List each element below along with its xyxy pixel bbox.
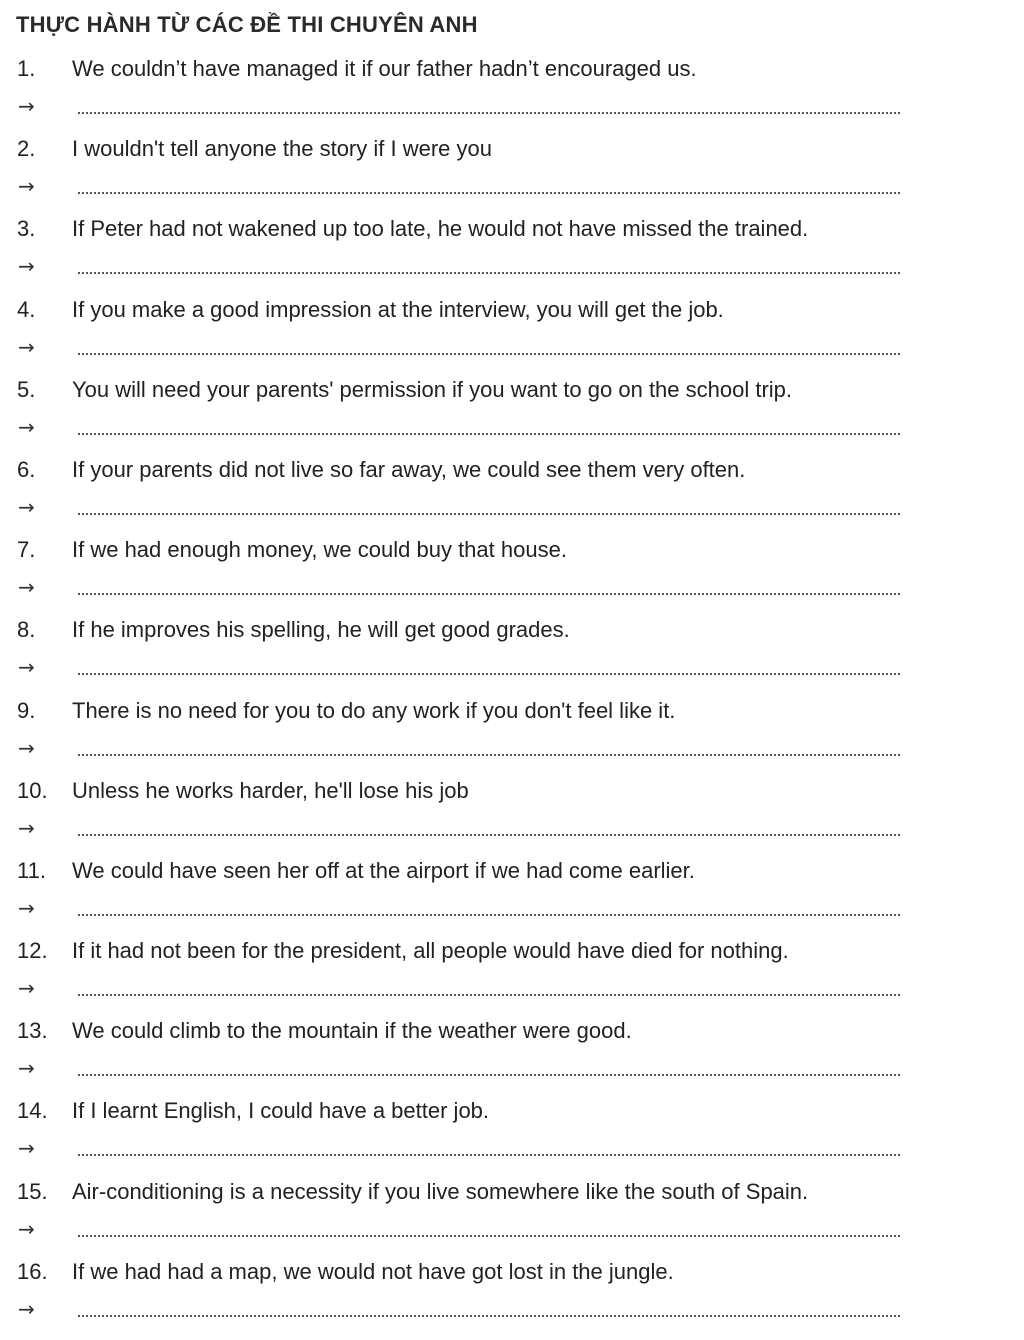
arrow-icon: → [18, 895, 35, 920]
exercise-sentence: Unless he works harder, he'll lose his job [72, 777, 469, 803]
arrow-icon: → [18, 1136, 35, 1161]
exercise-sentence: If it had not been for the president, all people would have died for nothing. [72, 938, 789, 964]
answer-line[interactable] [78, 754, 900, 756]
exercise-sentence: I wouldn't tell anyone the story if I were you [72, 136, 492, 162]
answer-line[interactable] [78, 272, 900, 274]
exercise-item [0, 293, 1024, 373]
exercise-list [0, 52, 1024, 1335]
exercise-number: 4. [17, 296, 36, 322]
arrow-icon: → [18, 575, 35, 600]
exercise-sentence: If he improves his spelling, he will get good grades. [72, 617, 570, 643]
exercise-number: 8. [17, 617, 36, 643]
exercise-item [0, 52, 1024, 132]
answer-line[interactable] [78, 433, 900, 435]
worksheet-title: THỰC HÀNH TỪ CÁC ĐỀ THI CHUYÊN ANH [16, 12, 478, 37]
exercise-sentence: If your parents did not live so far away, we could see them very often. [72, 456, 746, 482]
exercise-sentence: You will need your parents' permission if you want to go on the school trip. [72, 376, 793, 402]
exercise-sentence: If I learnt English, I could have a better job. [72, 1098, 490, 1124]
arrow-icon: → [18, 254, 35, 279]
arrow-icon: → [18, 735, 35, 760]
answer-line[interactable] [78, 914, 900, 916]
arrow-icon: → [18, 174, 35, 199]
exercise-sentence: There is no need for you to do any work if you don't feel like it. [72, 697, 676, 723]
exercise-item [0, 132, 1024, 212]
arrow-icon: → [18, 655, 35, 680]
arrow-icon: → [18, 94, 35, 118]
answer-line[interactable] [78, 834, 900, 836]
answer-line[interactable] [78, 1074, 900, 1076]
exercise-sentence: We couldn’t have managed it if our father hadn’t encouraged us. [72, 56, 697, 81]
exercise-item [0, 373, 1024, 453]
exercise-number: 14. [17, 1098, 48, 1124]
exercise-item [0, 1175, 1024, 1255]
exercise-item [0, 694, 1024, 774]
answer-line[interactable] [78, 1315, 900, 1317]
answer-line[interactable] [78, 673, 900, 675]
exercise-item [0, 613, 1024, 693]
arrow-icon: → [18, 334, 35, 359]
exercise-sentence: Air-conditioning is a necessity if you live somewhere like the south of Spain. [72, 1178, 809, 1204]
exercise-item [0, 1255, 1024, 1335]
exercise-sentence: If Peter had not wakened up too late, he would not have missed the trained. [72, 216, 809, 242]
answer-line[interactable] [78, 994, 900, 996]
exercise-number: 2. [17, 136, 36, 162]
exercise-number: 6. [17, 456, 36, 482]
exercise-item [0, 1014, 1024, 1094]
exercise-sentence: We could climb to the mountain if the weather were good. [72, 1018, 632, 1044]
exercise-sentence: If we had enough money, we could buy that house. [72, 537, 567, 563]
answer-line[interactable] [78, 1154, 900, 1156]
exercise-number: 3. [17, 216, 36, 242]
exercise-number: 9. [17, 697, 36, 723]
answer-line[interactable] [78, 593, 900, 595]
arrow-icon: → [18, 1216, 35, 1241]
exercise-number: 15. [17, 1178, 48, 1204]
exercise-item [0, 774, 1024, 854]
exercise-sentence: If you make a good impression at the interview, you will get the job. [72, 296, 724, 322]
exercise-number: 13. [17, 1018, 48, 1044]
exercise-item [0, 934, 1024, 1014]
arrow-icon: → [18, 1056, 35, 1081]
exercise-number: 12. [17, 938, 48, 964]
exercise-item [0, 453, 1024, 533]
exercise-number: 11. [17, 857, 46, 883]
exercise-number: 16. [17, 1258, 48, 1284]
exercise-sentence: If we had had a map, we would not have got lost in the jungle. [72, 1258, 674, 1284]
arrow-icon: → [18, 1296, 35, 1321]
arrow-icon: → [18, 414, 35, 439]
answer-line[interactable] [78, 192, 900, 194]
answer-line[interactable] [78, 1235, 900, 1237]
arrow-icon: → [18, 815, 35, 840]
arrow-icon: → [18, 494, 35, 519]
answer-line[interactable] [78, 353, 900, 355]
exercise-item [0, 1094, 1024, 1174]
exercise-number: 5. [17, 376, 36, 402]
arrow-icon: → [18, 976, 35, 1001]
exercise-item [0, 212, 1024, 292]
exercise-item [0, 854, 1024, 934]
exercise-number: 1. [17, 56, 36, 81]
exercise-number: 10. [17, 777, 48, 803]
exercise-number: 7. [17, 537, 36, 563]
answer-line[interactable] [78, 112, 900, 114]
exercise-sentence: We could have seen her off at the airport if we had come earlier. [72, 857, 695, 883]
exercise-item [0, 533, 1024, 613]
answer-line[interactable] [78, 513, 900, 515]
